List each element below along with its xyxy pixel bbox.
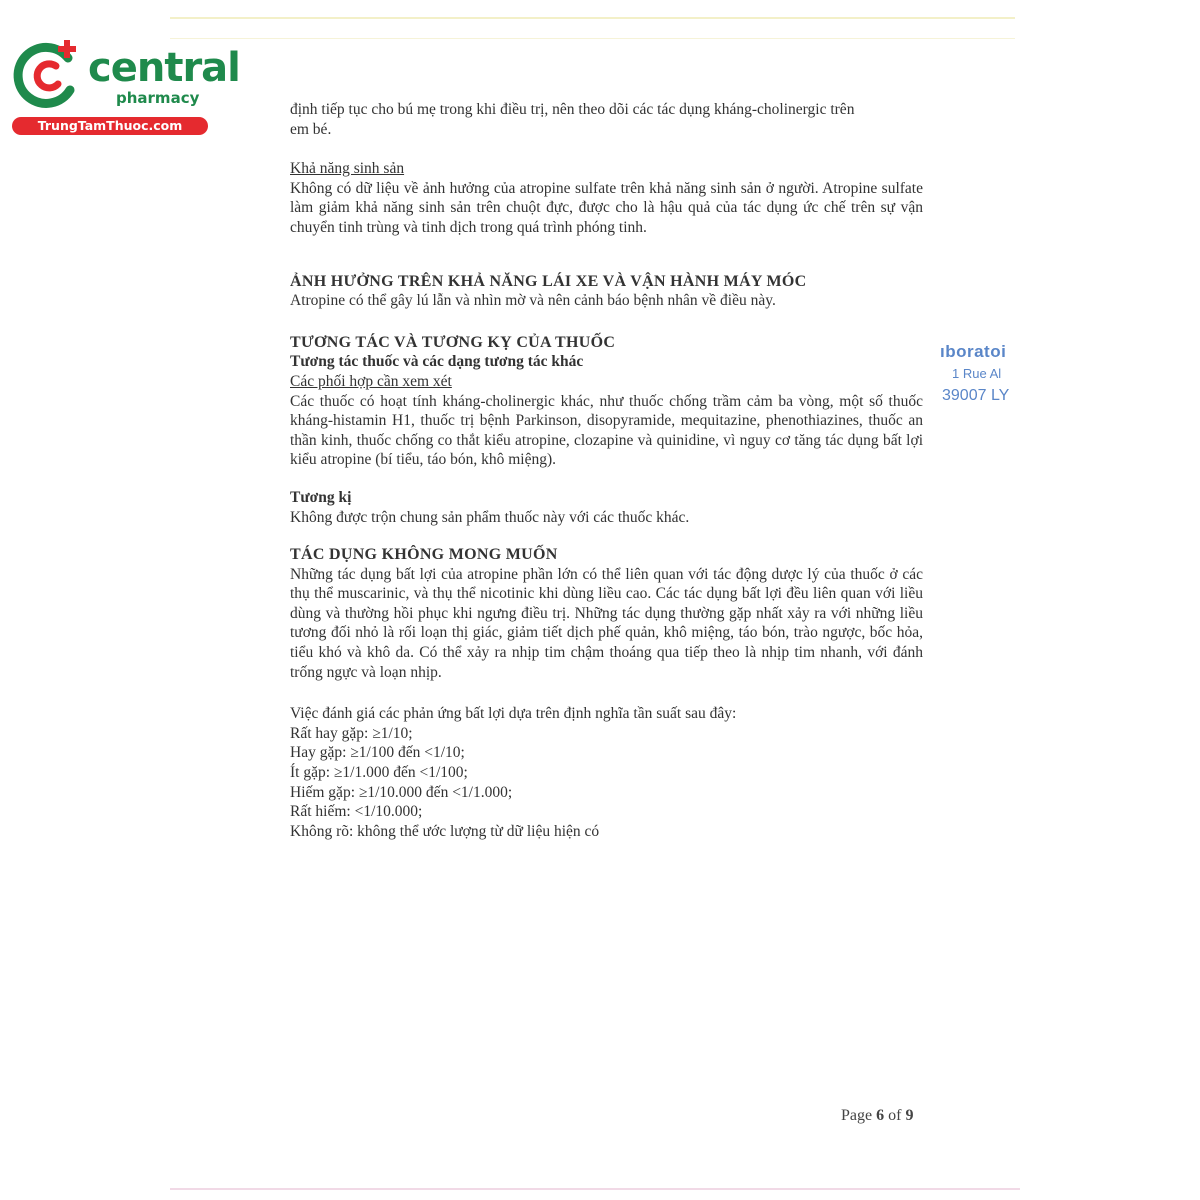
intro-line-2: em bé. [290,120,332,138]
combinations-heading: Các phối hợp cần xem xét [290,372,452,390]
logo-subtitle: pharmacy [116,89,200,107]
page-current: 6 [876,1107,885,1124]
logo-url[interactable]: TrungTamThuoc.com [12,117,208,135]
frequency-item: Không rõ: không thể ước lượng từ dữ liệu hiện có [290,822,600,840]
stamp-line-3: 39007 LY [942,387,1010,404]
interactions-heading: TƯƠNG TÁC VÀ TƯƠNG KỴ CỦA THUỐC [290,333,616,351]
frequency-item: Rất hiếm: <1/10.000; [290,803,423,821]
frequency-item: Ít gặp: ≥1/1.000 đến <1/100; [290,764,468,782]
frequency-item: Hay gặp: ≥1/100 đến <1/10; [290,744,465,762]
driving-heading: ẢNH HƯỞNG TRÊN KHẢ NĂNG LÁI XE VÀ VẬN HÀNH MÁY MÓC [290,272,807,290]
stamp-line-1: ıboratoi [940,342,1007,361]
bottom-border-line [170,1188,1020,1190]
logo-brand: central [88,45,240,91]
pharmacy-cross-icon [10,38,86,114]
frequency-intro: Việc đánh giá các phản ứng bất lợi dựa trên định nghĩa tần suất sau đây: [290,705,737,723]
incompatibility-heading: Tương kị [290,488,352,506]
page-prefix: Page [841,1107,873,1124]
frequency-item: Rất hay gặp: ≥1/10; [290,724,413,742]
driving-text: Atropine có thể gây lú lẫn và nhìn mờ và nên cảnh báo bệnh nhân về điều này. [290,292,776,310]
intro-line-1: định tiếp tục cho bú mẹ trong khi điều trị, nên theo dõi các tác dụng kháng-cholinergic trên [290,101,855,118]
top-border-line-2 [170,38,1015,39]
fertility-heading: Khả năng sinh sản [290,160,405,178]
stamp-line-2: 1 Rue Al [952,366,1002,381]
fertility-text: Không có dữ liệu về ảnh hưởng của atropine sulfate trên khả năng sinh sản ở người. Atropine sulfate làm giảm khả năng sinh sản trên chuột đực, được cho là hậu quả của tác dụng ức chế trên sự vận chuyển tinh trùng và tinh dịch trong quá trình phóng tinh. [290,179,923,236]
frequency-item: Hiếm gặp: ≥1/10.000 đến <1/1.000; [290,783,513,801]
combinations-text: Các thuốc có hoạt tính kháng-cholinergic khác, như thuốc chống trầm cảm ba vòng, một số thuốc kháng-histamin H1, thuốc trị bệnh Parkinson, disopyramide, mequitazine, phenothiazines, thuốc an thần kinh, thuốc chống co thắt kiểu atropine, clozapine và quinidine, vì nguy cơ tăng tác dụng bất lợi kiểu atropine (bí tiểu, táo bón, khô miệng). [290,392,923,469]
page-of: of [888,1107,902,1124]
central-pharmacy-logo[interactable] [10,38,240,138]
page-total: 9 [905,1107,914,1124]
interactions-subheading: Tương tác thuốc và các dạng tương tác khác [290,353,584,371]
incompatibility-text: Không được trộn chung sản phẩm thuốc này với các thuốc khác. [290,508,690,526]
page-number [841,1107,913,1125]
adverse-text: Những tác dụng bất lợi của atropine phần lớn có thể liên quan với tác động dược lý của thuốc ở các thụ thể muscarinic, và thụ thể nicotinic khi dùng liều cao. Các tác dụng bất lợi đều liên quan với liều dùng và thường hồi phục khi ngưng điều trị. Những tác dụng thường gặp nhất xảy ra với những liều tương đối nhỏ là rối loạn thị giác, giảm tiết dịch phế quản, khô miệng, táo bón, trào ngược, bốc hỏa, tiểu khó và khô da. Có thể xảy ra nhịp tim chậm thoáng qua tiếp theo là nhịp tim nhanh, với đánh trống ngực và loạn nhịp. [290,565,923,681]
top-border-line [170,17,1015,19]
document-body [290,100,923,841]
adverse-heading: TÁC DỤNG KHÔNG MONG MUỐN [290,546,558,564]
